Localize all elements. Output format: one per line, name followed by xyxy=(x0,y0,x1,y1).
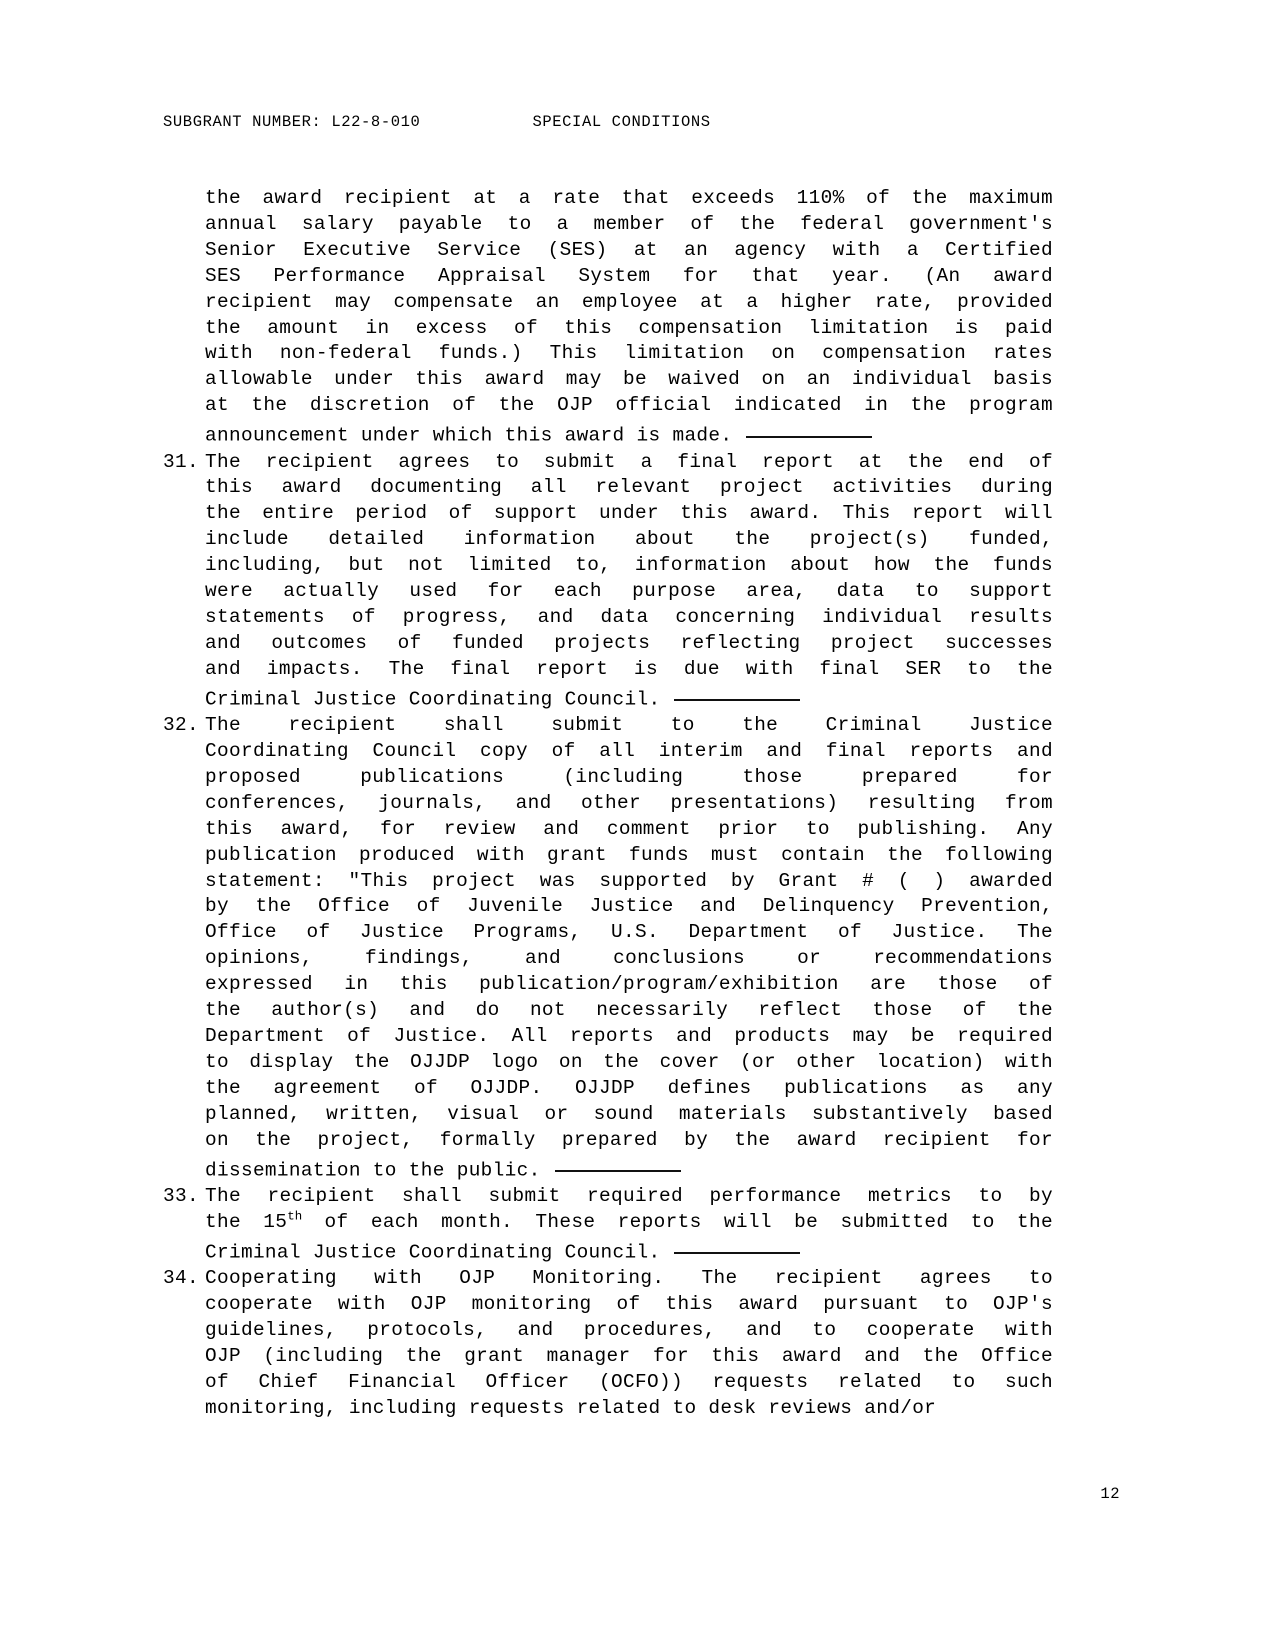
text-line: including, but not limited to, information about how the funds xyxy=(205,554,1053,577)
condition-number: 34. xyxy=(163,1267,199,1290)
text-line: with non-federal funds.) This limitation on compensation rates xyxy=(205,342,1053,365)
text-line: proposed publications (including those prepared for xyxy=(205,765,1053,788)
text-line: monitoring, including requests related to desk reviews and/or xyxy=(205,1396,937,1419)
text-line: the author(s) and do not necessarily reflect those of the xyxy=(205,999,1053,1022)
text-line: dissemination to the public. xyxy=(205,1154,1053,1184)
text-line: the award recipient at a rate that exceeds 110% of the maximum xyxy=(205,187,1053,209)
text-line: Criminal Justice Coordinating Council. xyxy=(205,683,1053,713)
text-line: conferences, journals, and other presentations) resulting from xyxy=(205,791,1053,814)
signature-blank xyxy=(746,419,872,437)
text-line: and outcomes of funded projects reflecting project successes xyxy=(205,631,1053,654)
condition-number: 31. xyxy=(163,450,199,473)
text-line: Department of Justice. All reports and products may be required xyxy=(205,1024,1053,1047)
text-line: this award, for review and comment prior to publishing. Any xyxy=(205,817,1053,840)
ordinal-suffix: th xyxy=(287,1209,303,1224)
text-line: on the project, formally prepared by the award recipient for xyxy=(205,1128,1053,1151)
text-line: SES Performance Appraisal System for that year. (An award xyxy=(205,264,1053,287)
page-number: 12 xyxy=(1100,1485,1120,1503)
text-line: of Chief Financial Officer (OCFO)) requests related to such xyxy=(205,1370,1053,1393)
signature-blank xyxy=(674,683,800,701)
text-line: at the discretion of the OJP official indicated in the program xyxy=(205,394,1053,417)
text-line: the 15th of each month. These reports will be submitted to the xyxy=(205,1209,1053,1233)
section-title: SPECIAL CONDITIONS xyxy=(532,113,711,131)
page-header xyxy=(163,113,1113,131)
text-line: guidelines, protocols, and procedures, and to cooperate with xyxy=(205,1318,1053,1341)
text-line: include detailed information about the project(s) funded, xyxy=(205,528,1053,551)
condition-number: 33. xyxy=(163,1184,199,1207)
signature-blank xyxy=(555,1154,681,1172)
text-line: Cooperating with OJP Monitoring. The recipient agrees to xyxy=(205,1267,1053,1290)
text-line: cooperate with OJP monitoring of this award pursuant to OJP's xyxy=(205,1293,1053,1315)
text-line: The recipient agrees to submit a final report at the end of xyxy=(205,450,1053,473)
text-line: Senior Executive Service (SES) at an agency with a Certified xyxy=(205,238,1053,261)
condition-continuation xyxy=(163,186,1053,450)
text-line: planned, written, visual or sound materials substantively based xyxy=(205,1102,1053,1125)
text-line: statements of progress, and data concerning individual results xyxy=(205,605,1053,628)
text-line: Office of Justice Programs, U.S. Department of Justice. The xyxy=(205,921,1053,944)
text-line: opinions, findings, and conclusions or recommendations xyxy=(205,947,1053,970)
text-line: announcement under which this award is made. xyxy=(205,419,1053,449)
text-line: OJP (including the grant manager for this award and the Office xyxy=(205,1344,1053,1367)
text-line: expressed in this publication/program/exhibition are those of xyxy=(205,973,1053,996)
text-line: Criminal Justice Coordinating Council. xyxy=(205,1236,1053,1266)
text-line: to display the OJJDP logo on the cover (or other location) with xyxy=(205,1050,1053,1073)
text-line: allowable under this award may be waived on an individual basis xyxy=(205,368,1053,391)
special-conditions-body xyxy=(163,186,1053,1422)
condition-item xyxy=(163,1266,1053,1421)
text-line: and impacts. The final report is due with final SER to the xyxy=(205,657,1053,680)
text-line: this award documenting all relevant project activities during xyxy=(205,476,1053,499)
condition-item xyxy=(163,1184,1053,1266)
condition-number: 32. xyxy=(163,714,199,737)
text-line: Coordinating Council copy of all interim and final reports and xyxy=(205,740,1053,762)
subgrant-number-label: SUBGRANT NUMBER: L22-8-010 xyxy=(163,113,421,131)
text-line: statement: "This project was supported by Grant # ( ) awarded xyxy=(205,869,1053,892)
text-line: publication produced with grant funds must contain the following xyxy=(205,843,1053,866)
text-line: The recipient shall submit to the Criminal Justice xyxy=(205,714,1053,737)
text-line: The recipient shall submit required performance metrics to by xyxy=(205,1184,1053,1207)
text-line: recipient may compensate an employee at a higher rate, provided xyxy=(205,290,1053,313)
condition-item xyxy=(163,713,1053,1184)
condition-item xyxy=(163,450,1053,714)
text-line: annual salary payable to a member of the federal government's xyxy=(205,212,1053,235)
text-line: the entire period of support under this award. This report will xyxy=(205,502,1053,525)
text-line: the amount in excess of this compensation limitation is paid xyxy=(205,316,1053,339)
signature-blank xyxy=(674,1236,800,1254)
text-line: were actually used for each purpose area, data to support xyxy=(205,580,1053,603)
text-line: the agreement of OJJDP. OJJDP defines publications as any xyxy=(205,1076,1053,1099)
text-line: by the Office of Juvenile Justice and Delinquency Prevention, xyxy=(205,895,1053,918)
